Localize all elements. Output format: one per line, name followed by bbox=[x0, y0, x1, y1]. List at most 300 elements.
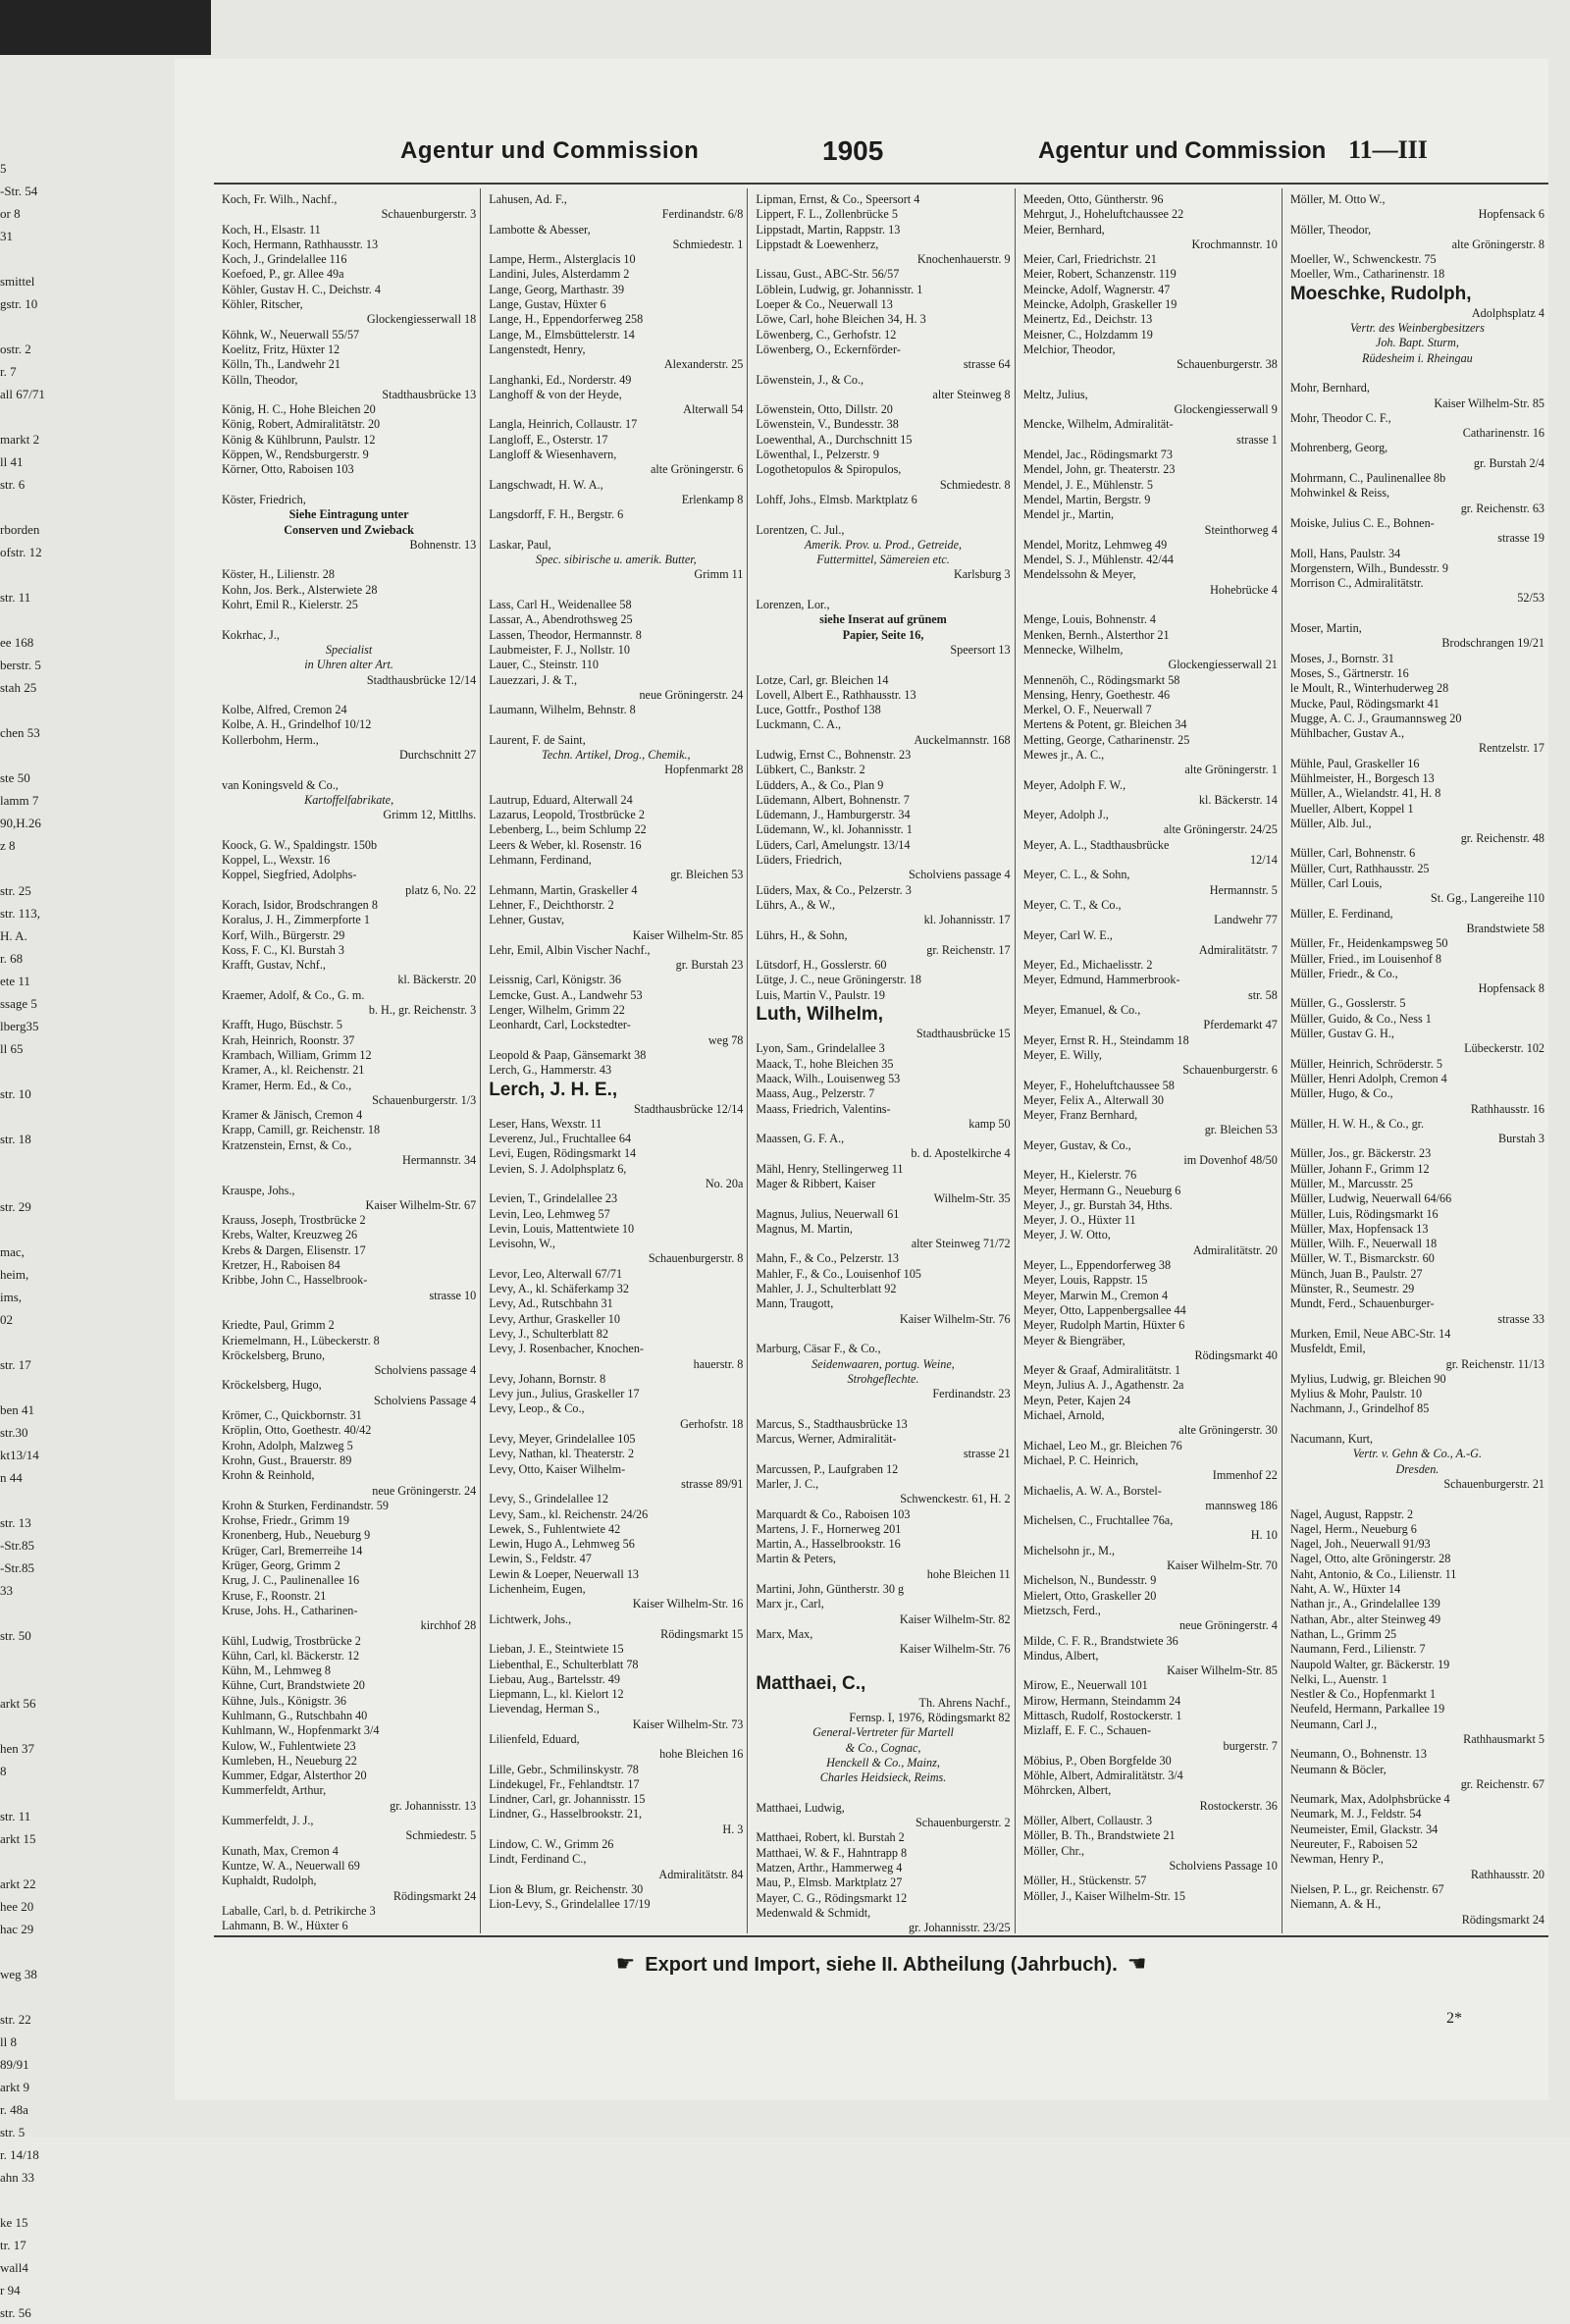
directory-entry-line: Medenwald & Schmidt, bbox=[756, 1905, 871, 1920]
directory-entry-line: Specialist bbox=[325, 642, 373, 657]
directory-entry-line: Lerch, J. H. E., bbox=[489, 1079, 618, 1100]
directory-entry-line bbox=[222, 478, 476, 493]
directory-entry-line bbox=[756, 507, 1010, 522]
directory-entry-line bbox=[756, 1658, 1010, 1672]
directory-entry-line: Meyer, Hermann G., Neueburg 6 bbox=[1022, 1183, 1181, 1197]
directory-entry-line: Magnus, Julius, Neuerwall 61 bbox=[756, 1206, 900, 1221]
directory-entry-line: Nestler & Co., Hopfenmarkt 1 bbox=[1289, 1687, 1437, 1702]
directory-entry-line: Rathhausmarkt 5 bbox=[1463, 1731, 1545, 1746]
directory-entry-line: Erlenkamp 8 bbox=[681, 492, 744, 506]
directory-entry-line: Durchschnitt 27 bbox=[399, 747, 477, 762]
directory-entry-line bbox=[222, 553, 476, 567]
directory-entry-line: Lichenheim, Eugen, bbox=[489, 1582, 586, 1597]
directory-entry-line bbox=[1290, 1492, 1544, 1506]
previous-page-fragment bbox=[0, 157, 59, 2320]
directory-entry-line: Levisohn, W., bbox=[489, 1237, 555, 1251]
directory-entry-line: Marcus, Werner, Admiralität- bbox=[756, 1432, 897, 1447]
fragment-line bbox=[0, 247, 59, 270]
directory-entry-line: Levy jun., Julius, Graskeller 17 bbox=[489, 1387, 640, 1401]
directory-entry-line: Luce, Gottfr., Posthof 138 bbox=[756, 703, 881, 717]
directory-entry-line: Kruse, Johs. H., Catharinen- bbox=[222, 1603, 358, 1617]
directory-entry-line: Moeller, Wm., Catharinenstr. 18 bbox=[1289, 267, 1445, 282]
directory-entry-line: Meisner, C., Holzdamm 19 bbox=[1022, 327, 1153, 342]
directory-entry-line: Moiske, Julius C. E., Bohnen- bbox=[1289, 515, 1435, 530]
fragment-line: ll 8 bbox=[0, 2034, 17, 2049]
directory-entry-line: Spec. sibirische u. amerik. Butter, bbox=[535, 553, 697, 567]
directory-entry-line: Möller, B. Th., Brandstwiete 21 bbox=[1022, 1828, 1176, 1843]
directory-entry-line: Levy, Meyer, Grindelallee 105 bbox=[489, 1432, 636, 1447]
directory-column-5 bbox=[1282, 188, 1548, 1933]
directory-entry-line: Matthaei, C., bbox=[756, 1672, 866, 1694]
directory-entry-line: Krohn, Adolph, Malzweg 5 bbox=[222, 1438, 353, 1452]
directory-entry-line: Krapp, Camill, gr. Reichenstr. 18 bbox=[222, 1123, 381, 1137]
directory-columns bbox=[214, 188, 1548, 1933]
directory-entry-line: Nagel, Herm., Neueburg 6 bbox=[1289, 1521, 1417, 1536]
directory-entry-line: Krafft, Hugo, Büschstr. 5 bbox=[222, 1018, 342, 1032]
directory-entry-line: Kaiser Wilhelm-Str. 85 bbox=[1434, 396, 1545, 410]
directory-entry-line: Kummerfeldt, Arthur, bbox=[222, 1783, 327, 1798]
directory-entry-line: Schauenburgerstr. 21 bbox=[1443, 1476, 1545, 1491]
directory-entry-line: Leissnig, Carl, Königstr. 36 bbox=[489, 973, 621, 987]
directory-entry-line: Krohn, Gust., Brauerstr. 89 bbox=[222, 1452, 352, 1467]
fragment-line: r. 48a bbox=[0, 2102, 28, 2117]
directory-entry-line: Mehrgut, J., Hoheluftchaussee 22 bbox=[1022, 207, 1184, 222]
directory-entry-line bbox=[1023, 598, 1278, 612]
directory-entry-line: Möller, Albert, Collaustr. 3 bbox=[1022, 1814, 1153, 1828]
directory-entry-line: gr. Johannisstr. 13 bbox=[390, 1798, 477, 1813]
directory-entry-line: Kuntze, W. A., Neuerwall 69 bbox=[222, 1858, 360, 1873]
directory-entry-line: Müller, Friedr., & Co., bbox=[1289, 966, 1398, 980]
fragment-line: str. 10 bbox=[0, 1086, 31, 1101]
fragment-line: wall4 bbox=[0, 2260, 28, 2275]
directory-entry-line: Möller, Theodor, bbox=[1289, 222, 1372, 237]
directory-entry-line: Meinertz, Ed., Deichstr. 13 bbox=[1022, 312, 1153, 327]
directory-entry-line: Krohn & Sturken, Ferdinandstr. 59 bbox=[222, 1498, 389, 1512]
directory-entry-line: Mucke, Paul, Rödingsmarkt 41 bbox=[1289, 696, 1439, 711]
directory-entry-line: Hopfenmarkt 28 bbox=[664, 763, 744, 777]
directory-entry-line: Müller, Carl Louis, bbox=[1289, 876, 1383, 891]
directory-entry-line: Pferdemarkt 47 bbox=[1203, 1018, 1278, 1032]
directory-entry-line: Krauspe, Johs., bbox=[222, 1183, 295, 1197]
directory-entry-line: Levy, Sam., kl. Reichenstr. 24/26 bbox=[489, 1506, 649, 1521]
directory-entry-line: Lambotte & Abesser, bbox=[489, 222, 591, 237]
directory-entry-line: Lüders, Friedrich, bbox=[756, 853, 843, 868]
directory-entry-line: Kronenberg, Hub., Neueburg 9 bbox=[222, 1528, 371, 1543]
running-header bbox=[214, 137, 1548, 177]
directory-entry-line: Löwenthal, I., Pelzerstr. 9 bbox=[756, 448, 879, 462]
directory-entry-line bbox=[489, 583, 743, 598]
directory-entry-line: Lange, H., Eppendorferweg 258 bbox=[489, 312, 644, 327]
directory-entry-line: Meyer, L., Eppendorferweg 38 bbox=[1022, 1258, 1172, 1273]
directory-entry-line: Mertens & Potent, gr. Bleichen 34 bbox=[1022, 717, 1187, 732]
fragment-line bbox=[0, 2189, 59, 2211]
directory-entry-line: Speersort 13 bbox=[950, 642, 1011, 657]
directory-entry-line: Meyer, E. Willy, bbox=[1022, 1047, 1102, 1062]
directory-entry-line: Magnus, M. Martin, bbox=[756, 1221, 853, 1236]
directory-entry-line: Lüdemann, J., Hamburgerstr. 34 bbox=[756, 808, 911, 822]
directory-entry-line: Mietzsch, Ferd., bbox=[1022, 1603, 1101, 1617]
directory-entry-line: Langsdorff, F. H., Bergstr. 6 bbox=[489, 507, 624, 522]
directory-entry-line: Kolbe, Alfred, Cremon 24 bbox=[222, 703, 347, 717]
directory-entry-line: Kröplin, Otto, Goethestr. 40/42 bbox=[222, 1423, 372, 1438]
fragment-line: str. 11 bbox=[0, 1809, 31, 1823]
directory-entry-line: Martini, John, Güntherstr. 30 g bbox=[756, 1582, 905, 1597]
directory-entry-line: Mendel, John, gr. Theaterstr. 23 bbox=[1022, 462, 1176, 477]
directory-entry-line: Glockengiesserwall 21 bbox=[1168, 658, 1278, 672]
directory-entry-line: Mahler, J. J., Schulterblatt 92 bbox=[756, 1282, 897, 1296]
directory-entry-line: Stadthausbrücke 12/14 bbox=[366, 672, 477, 687]
directory-entry-line: gr. Reichenstr. 48 bbox=[1460, 831, 1545, 846]
directory-entry-line: Lüdders, A., & Co., Plan 9 bbox=[756, 777, 884, 792]
directory-entry-line: alte Gröningerstr. 30 bbox=[1178, 1423, 1278, 1438]
directory-entry-line: Levy, A., kl. Schäferkamp 32 bbox=[489, 1282, 629, 1296]
fragment-line bbox=[0, 699, 59, 721]
header-page-number: 11—III bbox=[1348, 135, 1428, 164]
directory-entry-line: Koelitz, Fritz, Hüxter 12 bbox=[222, 342, 340, 356]
directory-entry-line: Murken, Emil, Neue ABC-Str. 14 bbox=[1289, 1326, 1451, 1341]
directory-entry-line bbox=[1023, 373, 1278, 388]
fragment-line bbox=[0, 315, 59, 338]
directory-entry-line: gr. Bleichen 53 bbox=[1204, 1123, 1278, 1137]
directory-entry-line: Lüders, Max, & Co., Pelzerstr. 3 bbox=[756, 882, 912, 897]
pointing-hand-right-icon: ☛ bbox=[615, 1951, 636, 1976]
directory-entry-line: weg 78 bbox=[707, 1032, 744, 1047]
fragment-line: ke 15 bbox=[0, 2215, 28, 2230]
directory-entry-line: Leers & Weber, kl. Rosenstr. 16 bbox=[489, 837, 642, 852]
directory-entry-line: Ferdinandstr. 6/8 bbox=[661, 207, 744, 222]
directory-entry-line: Menge, Louis, Bohnenstr. 4 bbox=[1022, 612, 1157, 627]
directory-entry-line: Marquardt & Co., Raboisen 103 bbox=[756, 1506, 911, 1521]
directory-entry-line: Langloff & Wiesenhavern, bbox=[489, 448, 617, 462]
directory-entry-line: Levien, T., Grindelallee 23 bbox=[489, 1191, 618, 1206]
directory-entry-line: van Koningsveld & Co., bbox=[222, 777, 339, 792]
directory-entry-line: Alexanderstr. 25 bbox=[663, 357, 744, 372]
directory-entry-line bbox=[222, 1168, 476, 1183]
directory-entry-line: Neufeld, Hermann, Parkallee 19 bbox=[1289, 1702, 1445, 1717]
fragment-line: chen 53 bbox=[0, 725, 40, 740]
directory-entry-line: Dresden. bbox=[1395, 1461, 1439, 1476]
fragment-line: r. 68 bbox=[0, 951, 24, 966]
directory-entry-line: Schauenburgerstr. 2 bbox=[916, 1816, 1011, 1830]
directory-entry-line: Metting, George, Catharinenstr. 25 bbox=[1022, 732, 1190, 747]
directory-entry-line: Müller, Guido, & Co., Ness 1 bbox=[1289, 1011, 1432, 1026]
signature-mark: 2* bbox=[1446, 2010, 1462, 2027]
directory-entry-line bbox=[1290, 607, 1544, 621]
directory-entry-line: & Co., Cognac, bbox=[845, 1740, 921, 1755]
directory-entry-line: Rödingsmarkt 24 bbox=[1461, 1912, 1545, 1927]
fragment-line: hen 37 bbox=[0, 1741, 35, 1756]
directory-entry-line: hauerstr. 8 bbox=[693, 1356, 744, 1371]
directory-entry-line: Schauenburgerstr. 1/3 bbox=[372, 1092, 477, 1107]
directory-entry-line: Kröckelsberg, Hugo, bbox=[222, 1378, 322, 1393]
directory-entry-line: Koch, Fr. Wilh., Nachf., bbox=[222, 192, 338, 206]
directory-entry-line: St. Gg., Langereihe 110 bbox=[1431, 891, 1545, 906]
fragment-line: arkt 9 bbox=[0, 2080, 29, 2094]
directory-entry-line: Koock, G. W., Spaldingstr. 150b bbox=[222, 837, 378, 852]
directory-entry-line: Mendel, J. E., Mühlenstr. 5 bbox=[1022, 477, 1153, 492]
directory-entry-line: Lippstadt & Loewenherz, bbox=[756, 237, 879, 251]
directory-entry-line: Martin & Peters, bbox=[756, 1552, 836, 1566]
directory-entry-line: Maass, Aug., Pelzerstr. 7 bbox=[756, 1086, 875, 1101]
directory-entry-line bbox=[756, 1401, 1010, 1416]
directory-column-4 bbox=[1016, 188, 1282, 1933]
directory-entry-line: Meyer, Ernst R. H., Steindamm 18 bbox=[1022, 1032, 1189, 1047]
directory-entry-line: Glockengiesserwall 9 bbox=[1174, 402, 1278, 417]
directory-entry-line: Kuphaldt, Rudolph, bbox=[222, 1874, 317, 1888]
directory-entry-line: gr. Reichenstr. 67 bbox=[1460, 1776, 1545, 1791]
directory-entry-line: alte Gröningerstr. 6 bbox=[650, 462, 744, 477]
directory-entry-line: Meyer, Emanuel, & Co., bbox=[1022, 1003, 1141, 1018]
directory-entry-line: Möller, J., Kaiser Wilhelm-Str. 15 bbox=[1022, 1888, 1185, 1903]
directory-entry-line: Neumann, O., Bohnenstr. 13 bbox=[1289, 1747, 1427, 1762]
directory-entry-line: Techn. Artikel, Drog., Chemik., bbox=[542, 747, 691, 762]
directory-entry-line: Admiralitätstr. 7 bbox=[1198, 942, 1278, 957]
directory-entry-line: im Dovenhof 48/50 bbox=[1183, 1153, 1278, 1167]
directory-entry-line: platz 6, No. 22 bbox=[405, 882, 477, 897]
directory-entry-line: Martens, J. F., Hornerweg 201 bbox=[756, 1521, 902, 1536]
directory-entry-line: Karlsburg 3 bbox=[953, 567, 1011, 582]
directory-entry-line: Korach, Isidor, Brodschrangen 8 bbox=[222, 897, 378, 912]
directory-entry-line: Kölln, Theodor, bbox=[222, 372, 298, 387]
directory-entry-line: Kühne, Juls., Königstr. 36 bbox=[222, 1693, 346, 1708]
fragment-line bbox=[0, 1489, 59, 1511]
directory-entry-line: Rödingsmarkt 15 bbox=[660, 1626, 744, 1641]
directory-entry-line: Kohrt, Emil R., Kielerstr. 25 bbox=[222, 598, 358, 612]
directory-entry-line: Nathan jr., A., Grindelallee 139 bbox=[1289, 1597, 1440, 1611]
directory-entry-line: Kuhlmann, G., Rutschbahn 40 bbox=[222, 1708, 368, 1722]
directory-entry-line: Levy, Otto, Kaiser Wilhelm- bbox=[489, 1461, 626, 1476]
directory-entry-line: Meier, Bernhard, bbox=[1022, 222, 1105, 237]
directory-entry-line: gr. Johannisstr. 23/25 bbox=[909, 1921, 1011, 1935]
directory-entry-line: Müller, Luis, Rödingsmarkt 16 bbox=[1289, 1206, 1439, 1221]
directory-entry-line: kl. Bäckerstr. 20 bbox=[397, 973, 477, 987]
fragment-line bbox=[0, 563, 59, 586]
directory-entry-line: Mensing, Henry, Goethestr. 46 bbox=[1022, 687, 1171, 702]
directory-entry-line: Kaiser Wilhelm-Str. 76 bbox=[899, 1642, 1011, 1657]
directory-entry-line: Lovell, Albert E., Rathhausstr. 13 bbox=[756, 687, 916, 702]
fragment-line: str. 13 bbox=[0, 1515, 31, 1530]
directory-entry-line: Marcussen, P., Laufgraben 12 bbox=[756, 1461, 899, 1476]
directory-entry-line: Meyer, J. O., Hüxter 11 bbox=[1022, 1213, 1136, 1228]
directory-entry-line: Kaiser Wilhelm-Str. 73 bbox=[632, 1717, 744, 1731]
directory-entry-line: Musfeldt, Emil, bbox=[1289, 1342, 1366, 1356]
directory-entry-line: strasse 21 bbox=[963, 1447, 1011, 1461]
directory-entry-line: Luckmann, C. A., bbox=[756, 717, 842, 732]
directory-entry-line: Stadthausbrücke 15 bbox=[916, 1027, 1011, 1041]
directory-entry-line: Lindekugel, Fr., Fehlandtstr. 17 bbox=[489, 1776, 640, 1791]
fragment-line bbox=[0, 1647, 59, 1669]
directory-entry-line: Koefoed, P., gr. Allee 49a bbox=[222, 267, 344, 282]
directory-entry-line: Meyer, Ed., Michaelisstr. 2 bbox=[1022, 958, 1153, 973]
directory-entry-line: Conserven und Zwieback bbox=[284, 522, 414, 537]
directory-entry-line: Levy, Arthur, Graskeller 10 bbox=[489, 1311, 620, 1326]
fragment-line: gstr. 10 bbox=[0, 296, 38, 311]
directory-entry-line: Lüdemann, Albert, Bohnenstr. 7 bbox=[756, 792, 910, 807]
directory-entry-line: Landini, Jules, Alsterdamm 2 bbox=[489, 267, 630, 282]
directory-entry-line: Mendel, S. J., Mühlenstr. 42/44 bbox=[1022, 553, 1174, 567]
fragment-line: H. A. bbox=[0, 928, 27, 943]
directory-entry-line: alter Steinweg 71/72 bbox=[911, 1237, 1011, 1251]
directory-entry-line: Neumark, Max, Adolphsbrücke 4 bbox=[1289, 1792, 1450, 1807]
directory-entry-line: Glockengiesserwall 18 bbox=[366, 312, 477, 327]
directory-entry-line: Rentzelstr. 17 bbox=[1478, 741, 1545, 756]
fragment-line: kt13/14 bbox=[0, 1448, 39, 1462]
directory-entry-line: Krambach, William, Grimm 12 bbox=[222, 1047, 372, 1062]
directory-entry-line: Henckell & Co., Mainz, bbox=[826, 1755, 940, 1769]
fragment-line: ete 11 bbox=[0, 974, 30, 988]
directory-entry-line: Meyer, C. T., & Co., bbox=[1022, 897, 1122, 912]
directory-entry-line: Kaiser Wilhelm-Str. 70 bbox=[1167, 1558, 1278, 1573]
directory-entry-line: Kartoffelfabrikate, bbox=[304, 792, 394, 807]
directory-entry-line: Immenhof 22 bbox=[1212, 1468, 1278, 1483]
fragment-line: ssage 5 bbox=[0, 996, 37, 1011]
directory-entry-line: Meltz, Julius, bbox=[1022, 387, 1088, 401]
fragment-line: 90,H.26 bbox=[0, 816, 41, 830]
directory-entry-line: Kunath, Max, Cremon 4 bbox=[222, 1843, 339, 1858]
directory-entry-line: Krafft, Gustav, Nchf., bbox=[222, 958, 326, 973]
directory-entry-line: Lange, Gustav, Hüxter 6 bbox=[489, 297, 606, 312]
directory-entry-line: Krohse, Friedr., Grimm 19 bbox=[222, 1513, 349, 1528]
directory-entry-line: Hermannstr. 5 bbox=[1209, 882, 1278, 897]
directory-entry-line: Schmiedestr. 8 bbox=[939, 477, 1011, 492]
fragment-line: ims, bbox=[0, 1290, 23, 1304]
fragment-line: or 8 bbox=[0, 206, 21, 221]
directory-entry-line: Müller, Jos., gr. Bäckerstr. 23 bbox=[1289, 1146, 1432, 1161]
directory-entry-line: Vertr. v. Gehn & Co., A.-G. bbox=[1352, 1447, 1483, 1461]
directory-entry-line: Meyer, J., gr. Burstah 34, Hths. bbox=[1022, 1197, 1173, 1212]
fragment-line bbox=[0, 1985, 59, 2008]
fragment-line: str. 6 bbox=[0, 477, 26, 492]
directory-entry-line: Lion-Levy, S., Grindelallee 17/19 bbox=[489, 1897, 651, 1912]
directory-entry-line: Liepmann, L., kl. Kielort 12 bbox=[489, 1687, 624, 1702]
directory-entry-line: Kühn, Carl, kl. Bäckerstr. 12 bbox=[222, 1648, 360, 1663]
directory-entry-line: Lippstadt, Martin, Rappstr. 13 bbox=[756, 222, 901, 237]
directory-entry-line: Kratzenstein, Ernst, & Co., bbox=[222, 1137, 352, 1152]
fragment-line bbox=[0, 1218, 59, 1241]
directory-entry-line: Mylius, Ludwig, gr. Bleichen 90 bbox=[1289, 1371, 1446, 1386]
directory-entry-line: Kummerfeldt, J. J., bbox=[222, 1814, 314, 1828]
directory-entry-line: Marler, J. C., bbox=[756, 1476, 819, 1491]
directory-entry-line: Müller, H. W. H., & Co., gr. bbox=[1289, 1116, 1425, 1131]
fragment-line: mac, bbox=[0, 1244, 25, 1259]
directory-entry-line: Marx jr., Carl, bbox=[756, 1597, 824, 1611]
fragment-line bbox=[0, 1150, 59, 1173]
directory-entry-line: Nathan, L., Grimm 25 bbox=[1289, 1626, 1397, 1641]
directory-entry-line: Löwenberg, O., Eckernförder- bbox=[756, 342, 901, 356]
directory-entry-line: Hohebrücke 4 bbox=[1210, 582, 1278, 597]
fragment-line: arkt 15 bbox=[0, 1831, 36, 1846]
directory-entry-line: Lüders, Carl, Amelungstr. 13/14 bbox=[756, 837, 911, 852]
directory-entry-line: Levy, J. Rosenbacher, Knochen- bbox=[489, 1342, 644, 1356]
directory-entry-line: Münster, R., Seumestr. 29 bbox=[1289, 1282, 1415, 1296]
directory-entry-line: Mendel, Moritz, Lehmweg 49 bbox=[1022, 537, 1168, 552]
directory-entry-line: Lassar, A., Abendrothsweg 25 bbox=[489, 612, 633, 627]
directory-entry-line: gr. Reichenstr. 63 bbox=[1460, 501, 1545, 515]
directory-entry-line: burgerstr. 7 bbox=[1223, 1738, 1278, 1753]
directory-entry-line: Langenstedt, Henry, bbox=[489, 342, 586, 356]
directory-entry-line: Mundt, Ferd., Schauenburger- bbox=[1289, 1296, 1435, 1311]
directory-entry-line: Loewenthal, A., Durchschnitt 15 bbox=[756, 432, 913, 447]
directory-entry-line: Lehner, F., Deichthorstr. 2 bbox=[489, 897, 614, 912]
directory-entry-line: Krochmannstr. 10 bbox=[1191, 237, 1278, 251]
directory-entry-line: Levy, Ad., Rutschbahn 31 bbox=[489, 1296, 613, 1311]
fragment-line: 31 bbox=[0, 229, 13, 243]
directory-entry-line: Levy, J., Schulterblatt 82 bbox=[489, 1326, 608, 1341]
directory-entry-line: Möller, Chr., bbox=[1022, 1843, 1085, 1858]
directory-column-2 bbox=[481, 188, 748, 1933]
directory-entry-line: siehe Inserat auf grünem bbox=[819, 612, 947, 627]
directory-entry-line: Müller, Johann F., Grimm 12 bbox=[1289, 1161, 1430, 1176]
directory-entry-line: Mewes jr., A. C., bbox=[1022, 747, 1105, 762]
directory-entry-line: Koch, H., Elsastr. 11 bbox=[222, 222, 321, 237]
directory-entry-line: Möller, M. Otto W., bbox=[1289, 192, 1386, 206]
directory-entry-line: Müller, A., Wielandstr. 41, H. 8 bbox=[1289, 786, 1441, 801]
directory-entry-line: strasse 1 bbox=[1236, 432, 1278, 447]
directory-entry-line: Kulow, W., Fuhlentwiete 23 bbox=[222, 1738, 356, 1753]
directory-entry-line: Köhler, Gustav H. C., Deichstr. 4 bbox=[222, 282, 381, 296]
footer-text: Export und Import, siehe II. Abtheilung (Jahrbuch). bbox=[645, 1954, 1118, 1976]
scan-edge-shadow bbox=[0, 0, 211, 55]
directory-entry-line: Meyer, Marwin M., Cremon 4 bbox=[1022, 1288, 1169, 1302]
directory-entry-line: Kohn, Jos. Berk., Alsterwiete 28 bbox=[222, 582, 378, 597]
directory-entry-line: Michael, Arnold, bbox=[1022, 1408, 1105, 1423]
directory-entry-line: König & Kühlbrunn, Paulstr. 12 bbox=[222, 432, 376, 447]
directory-entry-line: 52/53 bbox=[1517, 591, 1545, 606]
directory-entry-line: Krah, Heinrich, Roonstr. 37 bbox=[222, 1032, 355, 1047]
directory-entry-line: Meincke, Adolph, Graskeller 19 bbox=[1022, 297, 1178, 312]
directory-entry-line: Lerch, G., Hammerstr. 43 bbox=[489, 1063, 612, 1078]
directory-entry-line: Krug, J. C., Paulinenallee 16 bbox=[222, 1573, 360, 1588]
fragment-line: str. 50 bbox=[0, 1628, 31, 1643]
directory-entry-line: Naht, A. W., Hüxter 14 bbox=[1289, 1582, 1401, 1597]
directory-entry-line: strasse 19 bbox=[1497, 531, 1545, 546]
directory-entry-line: Kaiser Wilhelm-Str. 85 bbox=[1167, 1664, 1278, 1678]
directory-entry-line: Levien, S. J. Adolphsplatz 6, bbox=[489, 1161, 627, 1176]
directory-entry-line: Moll, Hans, Paulstr. 34 bbox=[1289, 546, 1401, 560]
directory-entry-line: Körner, Otto, Raboisen 103 bbox=[222, 462, 354, 477]
directory-entry-line: Rostockerstr. 36 bbox=[1199, 1798, 1278, 1813]
directory-entry-line: Müller, Max, Hopfensack 13 bbox=[1289, 1221, 1429, 1236]
directory-entry-line: Nacumann, Kurt, bbox=[1289, 1432, 1374, 1447]
directory-entry-line: Löwe, Carl, hohe Bleichen 34, H. 3 bbox=[756, 312, 926, 327]
directory-entry-line: Naupold Walter, gr. Bäckerstr. 19 bbox=[1289, 1657, 1450, 1671]
directory-entry-line: Leser, Hans, Wexstr. 11 bbox=[489, 1116, 602, 1131]
directory-entry-line: Maass, Friedrich, Valentins- bbox=[756, 1101, 891, 1116]
directory-entry-line: Mayer, C. G., Rödingsmarkt 12 bbox=[756, 1890, 908, 1905]
directory-entry-line: Löwenstein, V., Bundesstr. 38 bbox=[756, 417, 899, 432]
fragment-line: 33 bbox=[0, 1583, 13, 1598]
directory-entry-line: Lewek, S., Fuhlentwiete 42 bbox=[489, 1521, 621, 1536]
fragment-line bbox=[0, 608, 59, 631]
directory-entry-line: Mühlbacher, Gustav A., bbox=[1289, 726, 1405, 741]
directory-entry-line: Münch, Juan B., Paulstr. 27 bbox=[1289, 1266, 1423, 1281]
fragment-line: arkt 22 bbox=[0, 1876, 36, 1891]
directory-entry-line: neue Gröningerstr. 4 bbox=[1178, 1618, 1278, 1633]
directory-entry-line: Neumann & Böcler, bbox=[1289, 1762, 1387, 1776]
directory-entry-line: Lissau, Gust., ABC-Str. 56/57 bbox=[756, 267, 900, 282]
directory-entry-line: Löwenstein, Otto, Dillstr. 20 bbox=[756, 402, 893, 417]
directory-entry-line: Admiralitätstr. 20 bbox=[1192, 1242, 1278, 1257]
directory-entry-line: Hopfensack 8 bbox=[1478, 981, 1545, 996]
directory-entry-line: Mühle, Paul, Graskeller 16 bbox=[1289, 756, 1420, 770]
directory-entry-line: Lazarus, Leopold, Trostbrücke 2 bbox=[489, 808, 645, 822]
directory-entry-line: Nachmann, J., Grindelhof 85 bbox=[1289, 1401, 1430, 1416]
directory-entry-line: Mugge, A. C. J., Graumannsweg 20 bbox=[1289, 711, 1462, 725]
directory-entry-line: Levi, Eugen, Rödingsmarkt 14 bbox=[489, 1146, 637, 1161]
directory-entry-line: gr. Burstah 2/4 bbox=[1473, 455, 1545, 470]
directory-entry-line: Matthaei, Ludwig, bbox=[756, 1800, 845, 1815]
fragment-line bbox=[0, 1782, 59, 1805]
